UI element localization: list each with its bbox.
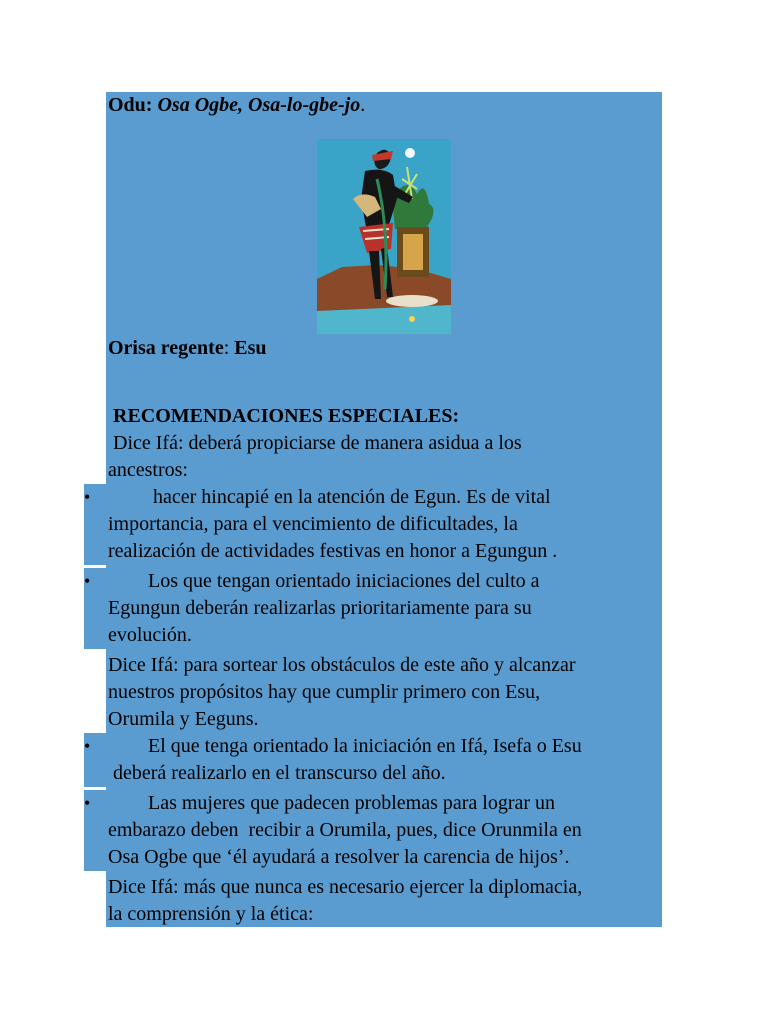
bullet1-line: hacer hincapié en la atención de Egun. Es de vital bbox=[108, 486, 551, 508]
bullet2-line: evolución. bbox=[108, 624, 192, 646]
bullet-marker: • bbox=[84, 487, 91, 507]
block3-intro-line: Dice Ifá: más que nunca es necesario ejercer la diplomacia, bbox=[108, 876, 583, 898]
orisa-value: Esu bbox=[234, 337, 267, 359]
bullet2-line: Egungun deberán realizarlas prioritariamente para su bbox=[108, 597, 532, 619]
bullet1-line: realización de actividades festivas en honor a Egungun . bbox=[108, 540, 558, 562]
orisa-colon: : bbox=[223, 337, 235, 359]
bullet1-line: importancia, para el vencimiento de dificultades, la bbox=[108, 513, 518, 535]
bullet-marker: • bbox=[84, 736, 91, 756]
block3-intro-line: la comprensión y la ética: bbox=[108, 903, 314, 925]
painted-figure-illustration bbox=[317, 139, 451, 334]
odu-label: Odu: bbox=[108, 94, 153, 116]
bullet2-line: Los que tengan orientado iniciaciones del culto a bbox=[108, 570, 540, 592]
block2-intro-line: Dice Ifá: para sortear los obstáculos de este año y alcanzar bbox=[108, 654, 576, 676]
block1-intro-line: Dice Ifá: deberá propiciarse de manera asidua a los bbox=[108, 432, 522, 454]
bullet3-line: El que tenga orientado la iniciación en Ifá, Isefa o Esu bbox=[108, 735, 582, 757]
section-title: RECOMENDACIONES ESPECIALES: bbox=[113, 405, 460, 427]
orisa-regente bbox=[108, 335, 267, 362]
block2-intro-line: Orumila y Eeguns. bbox=[108, 708, 259, 730]
block1-intro-line: ancestros: bbox=[108, 459, 188, 481]
orisa-label: Orisa regente bbox=[108, 337, 224, 359]
odu-heading bbox=[108, 92, 365, 119]
block2-intro-line: nuestros propósitos hay que cumplir primero con Esu, bbox=[108, 681, 541, 703]
bullet3-line: deberá realizarlo en el transcurso del año. bbox=[108, 762, 446, 784]
bullet4-line: Osa Ogbe que ‘él ayudará a resolver la carencia de hijos’. bbox=[108, 846, 570, 868]
odu-end: . bbox=[360, 94, 366, 116]
odu-name: Osa Ogbe, Osa-lo-gbe-jo bbox=[157, 94, 361, 116]
bullet-marker: • bbox=[84, 571, 91, 591]
bullet4-line: embarazo deben recibir a Orumila, pues, dice Orunmila en bbox=[108, 819, 582, 841]
bullet4-line: Las mujeres que padecen problemas para lograr un bbox=[108, 792, 556, 814]
bullet-marker: • bbox=[84, 793, 91, 813]
